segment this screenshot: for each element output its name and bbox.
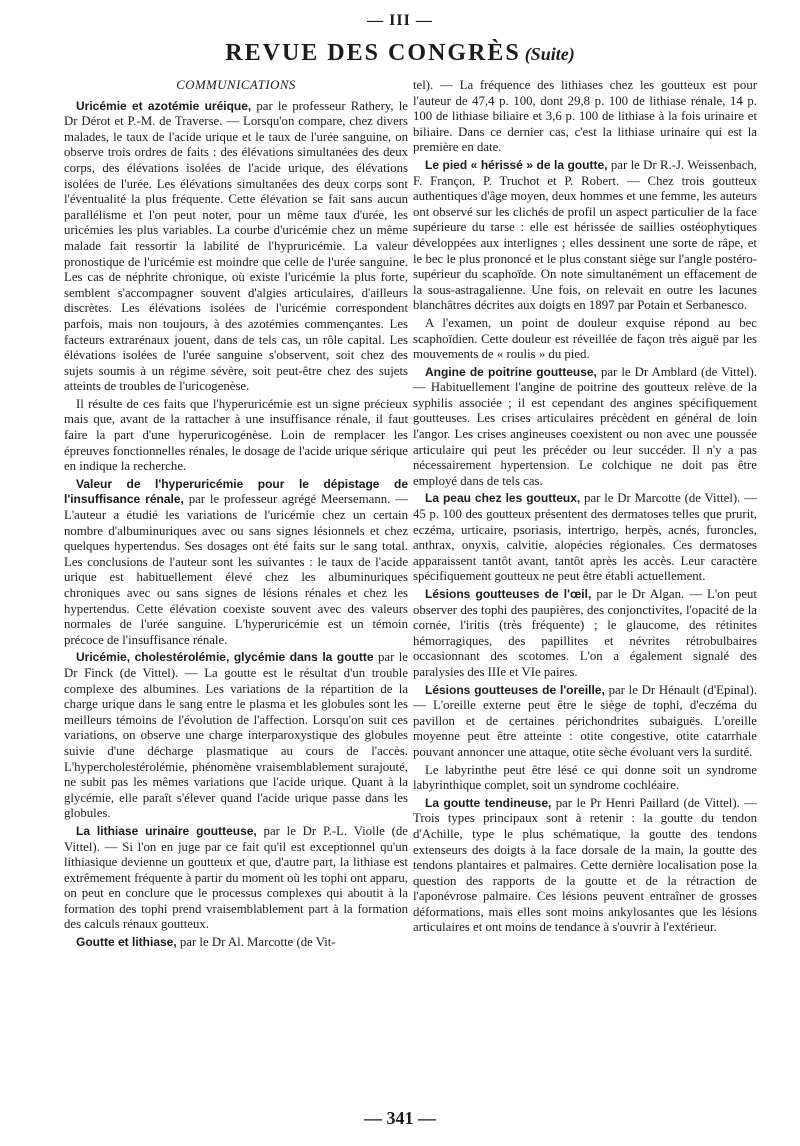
article-peau [413, 491, 757, 585]
folio: — III — [367, 12, 433, 29]
article-angine [413, 365, 757, 490]
title-suffix: (Suite) [524, 44, 575, 64]
article-pied-herisse [413, 158, 757, 314]
left-column [64, 78, 408, 951]
article-title: La lithiase urinaire goutteuse, [76, 823, 257, 838]
article-body: par le Dr R.-J. Weissenbach, F. Françon, P. Truchot et P. Robert. — Chez trois goutteux authentiques d'âge moyen, deux hommes et une femme, les auteurs ont observé sur les clichés de profil un aspect particulier de la face supérieure du tarse : elle est hérissée de saillies ostéophytiques développées aux interlignes ; elles dessinent une sorte de râpe, et le bec le plus prononcé et le plus constant siège sur l'angle postéro-supérieur du scaphoïde. On note simultanément un effacement de la sous-astragalienne. Une fois, on relevait en outre les lacunes blanchâtres décrites aux doigts en 1897 par Potain et Serbanesco. [413, 157, 758, 313]
article-hyperuricemie [64, 477, 408, 649]
article-title: Lésions goutteuses de l'oreille, [425, 682, 605, 697]
article-title: Goutte et lithiase, [76, 935, 177, 950]
article-body: par le Dr Al. Marcotte (de Vit- [176, 935, 336, 950]
article-body: par le professeur agrégé Meersemann. — L'auteur a étudié les variations de l'uricémie chez un certain nombre d'albuminuriques avec ou sans signes lésionnels et chez quelques hypertendus. Ses dosages ont été faits sur le sang total. Les conclusions de l'auteur sont les suivantes : le taux de l'acide urique est habituellement élevé chez les albuminuriques chroniques avec ou sans signes de lésions rénales et chez les hypertendus. Cette élévation coexiste souvent avec des valeurs normales de l'urée sanguine. L'hyperuricémie est un témoin précoce de l'insuffisance rénale. [64, 492, 408, 647]
article-lithiase-urinaire [64, 824, 408, 933]
article-title: Valeur de l'hyperuricémie pour le dépistage de l'insuffisance rénale, [64, 476, 408, 507]
article-title: La peau chez les goutteux, [425, 491, 581, 506]
article-body: par le Dr Amblard (de Vittel). — Habituellement l'angine de poitrine des goutteux relève de la syphilis associée ; il est cependant des angines spécifiquement goutteuses. Les crises articulaires précèdent en général de loin l'angor. Les crises angineuses coexistent ou non avec une poussée articulaire qui peut les précéder ou leur succéder. Il n'y a pas nécessairement hypertension. Le colchique ne doit pas être employé dans de tels cas. [413, 364, 757, 488]
paragraph: Il résulte de ces faits que l'hyperuricémie est un signe précieux mais que, avant de la rattacher à une insuffisance rénale, il faut faire la part d'une hyperuricogénèse. Loin de remplacer les épreuves fonctionnelles rénales, le dosage de l'acide urique sérique en indique la recherche. [64, 396, 408, 474]
article-uricemie-azotemie [64, 99, 408, 395]
article-oeil [413, 587, 757, 681]
right-column [413, 78, 757, 936]
paragraph: Le labyrinthe peut être lésé ce qui donne soit un syndrome labyrinthique complet, soit un syndrome cochléaire. [413, 762, 757, 793]
article-oreille [413, 683, 757, 761]
title-main: REVUE DES CONGRÈS [225, 40, 521, 66]
article-title: Uricémie, cholestérolémie, glycémie dans la goutte [76, 650, 374, 665]
article-body: par le Pr Henri Paillard (de Vittel). — Trois types principaux sont à retenir : la goutte du tendon d'Achille, type le plus schématique, la goutte des tendons extenseurs des doigts à la face dorsale de la main, la goutte des tendons plantaires et palmaires. Cette dernière localisation pose la question des rapports de la goutte et de la rétraction de l'aponévrose palmaire. Ces lésions peuvent entraîner de grosses déformations, mais elles sont moins ankylosantes que les lésions articulaires et ont moins de tendance à s'ouvrir à l'extérieur. [413, 795, 757, 935]
article-body: par le Dr Algan. — L'on peut observer des tophi des paupières, des conjonctivites, l'opacité de la cornée, l'iritis (très fréquente) ; le glaucome, des rétinites hémorragiques, des papillites et névrites rétrobulbaires occasionnant des scotomes. L'on a également signalé des paralysies des IIIe et VIe paires. [413, 587, 757, 679]
article-body: par le Dr Finck (de Vittel). — La goutte est le résultat d'un trouble complexe des albumines. Les variations de la répartition de la charge urique dans le sang entre le plasma et les globules sont les meilleurs témoins de l'évolution de l'affection. Lorsqu'on suit ces variations, on observe une charge interparoxystique des globules suivie d'une décharge plasmatique au cours de l'accès. L'hypercholestérolémie, phénomène vraisemblablement surajouté, ne subit pas les mêmes variations que l'acide urique. Quant à la glycémie, elle paraît s'élever quand l'acide urique passe dans les globules. [64, 650, 408, 821]
page-number: — 341 — [364, 1108, 436, 1128]
section-heading: COMMUNICATIONS [176, 78, 296, 92]
article-title: La goutte tendineuse, [425, 795, 552, 810]
article-title: Angine de poitrine goutteuse, [425, 364, 597, 379]
article-goutte-lithiase [64, 935, 408, 951]
article-title: Lésions goutteuses de l'œil, [425, 587, 592, 601]
paragraph: tel). — La fréquence des lithiases chez les goutteux est pour l'auteur de 47,4 p. 100, dont 29,8 p. 100 de lithiase rénale, 14 p. 100 de lithiase biliaire et 3,6 p. 100 de lithiase à la fois urinaire et biliaire. Dans ce dernier cas, c'est la lithiase urinaire qui est la première en date. [413, 78, 757, 155]
article-body: par le Dr Marcotte (de Vittel). — 45 p. 100 des goutteux présentent des dermatoses telles que prurit, eczéma, urticaire, psoriasis, intertrigo, herpès, acnés, furoncles, anthrax, onyxis, calvitie, alopécies régionales. Ces dermatoses apparaissent tantôt avant, tantôt après les accès. Leur caractère spécifiquement goutteux ne peut être établi actuellement. [413, 491, 758, 584]
paragraph: A l'examen, un point de douleur exquise répond au bec scaphoïdien. Cette douleur est réveillée de façon très aiguë par les mouvements de « roulis » du pied. [413, 315, 757, 362]
article-body: par le professeur Rathery, le Dr Dérot et P.-M. de Traverse. — Lorsqu'on compare, chez divers malades, le taux de l'acide urique et le taux de l'urée sanguine, on observe trois ordres de faits : des élévations simultanées des deux corps, des élévations isolées de l'acide urique, des élévations isolées de l'urée. Les élévations simultanées des deux corps sont l'éventualité la plus fréquente. Cette élévation se fait sans aucun parallélisme et l'on peut noter, pour un même taux d'urée, les uricémies les plus variables. La courbe d'uricémie chez un même malade fait ressortir la labilité de l'hypruricémie. La valeur pronostique de l'uricémie est moindre que celle de l'urée sanguine. Les cas de néphrite chronique, où existe l'uricémie la plus forte, semblent s'accompagner souvent d'algies articulaires, d'ailleurs discrètes. Les élévations isolées de l'uricémie correspondent parfois, mais non toujours, à des azotémies commençantes. Les facteurs extrarénaux jouent, dans de tels cas, un rôle capital. Les élévations isolées de l'urée sanguine s'observent, soit chez des sujets soumis à un régime sévère, soit peut-être chez des sujets atteints de troubles de l'uricogenèse. [64, 98, 408, 394]
article-body: par le Dr P.-L. Violle (de Vittel). — Si l'on en juge par ce fait qu'il est exceptionnel qu'un lithiasique devienne un goutteux et que, d'autre part, la lithiase est extrêmement fréquente à partir du moment où les tophi ont apparu, on peut en conclure que le processus complexes qui aboutit à la formation des tophi prend vraisemblablement part à la formation des calculs rénaux goutteux. [64, 823, 408, 932]
page-title [0, 40, 800, 67]
article-goutte-tendineuse [413, 796, 757, 936]
article-body: par le Dr Hénault (d'Epinal). — L'oreille externe peut être le siège de tophi, d'eczéma du pavillon et de certaines périchondrites subaiguës. L'oreille moyenne peut être atteinte : otite congestive, otite catarrhale pouvant annoncer une attaque, otite sèche évoluant vers la surdité. [413, 682, 757, 759]
article-cholesterolemie [64, 650, 408, 822]
article-title: Le pied « hérissé » de la goutte, [425, 157, 608, 172]
article-title: Uricémie et azotémie uréique, [76, 98, 252, 113]
